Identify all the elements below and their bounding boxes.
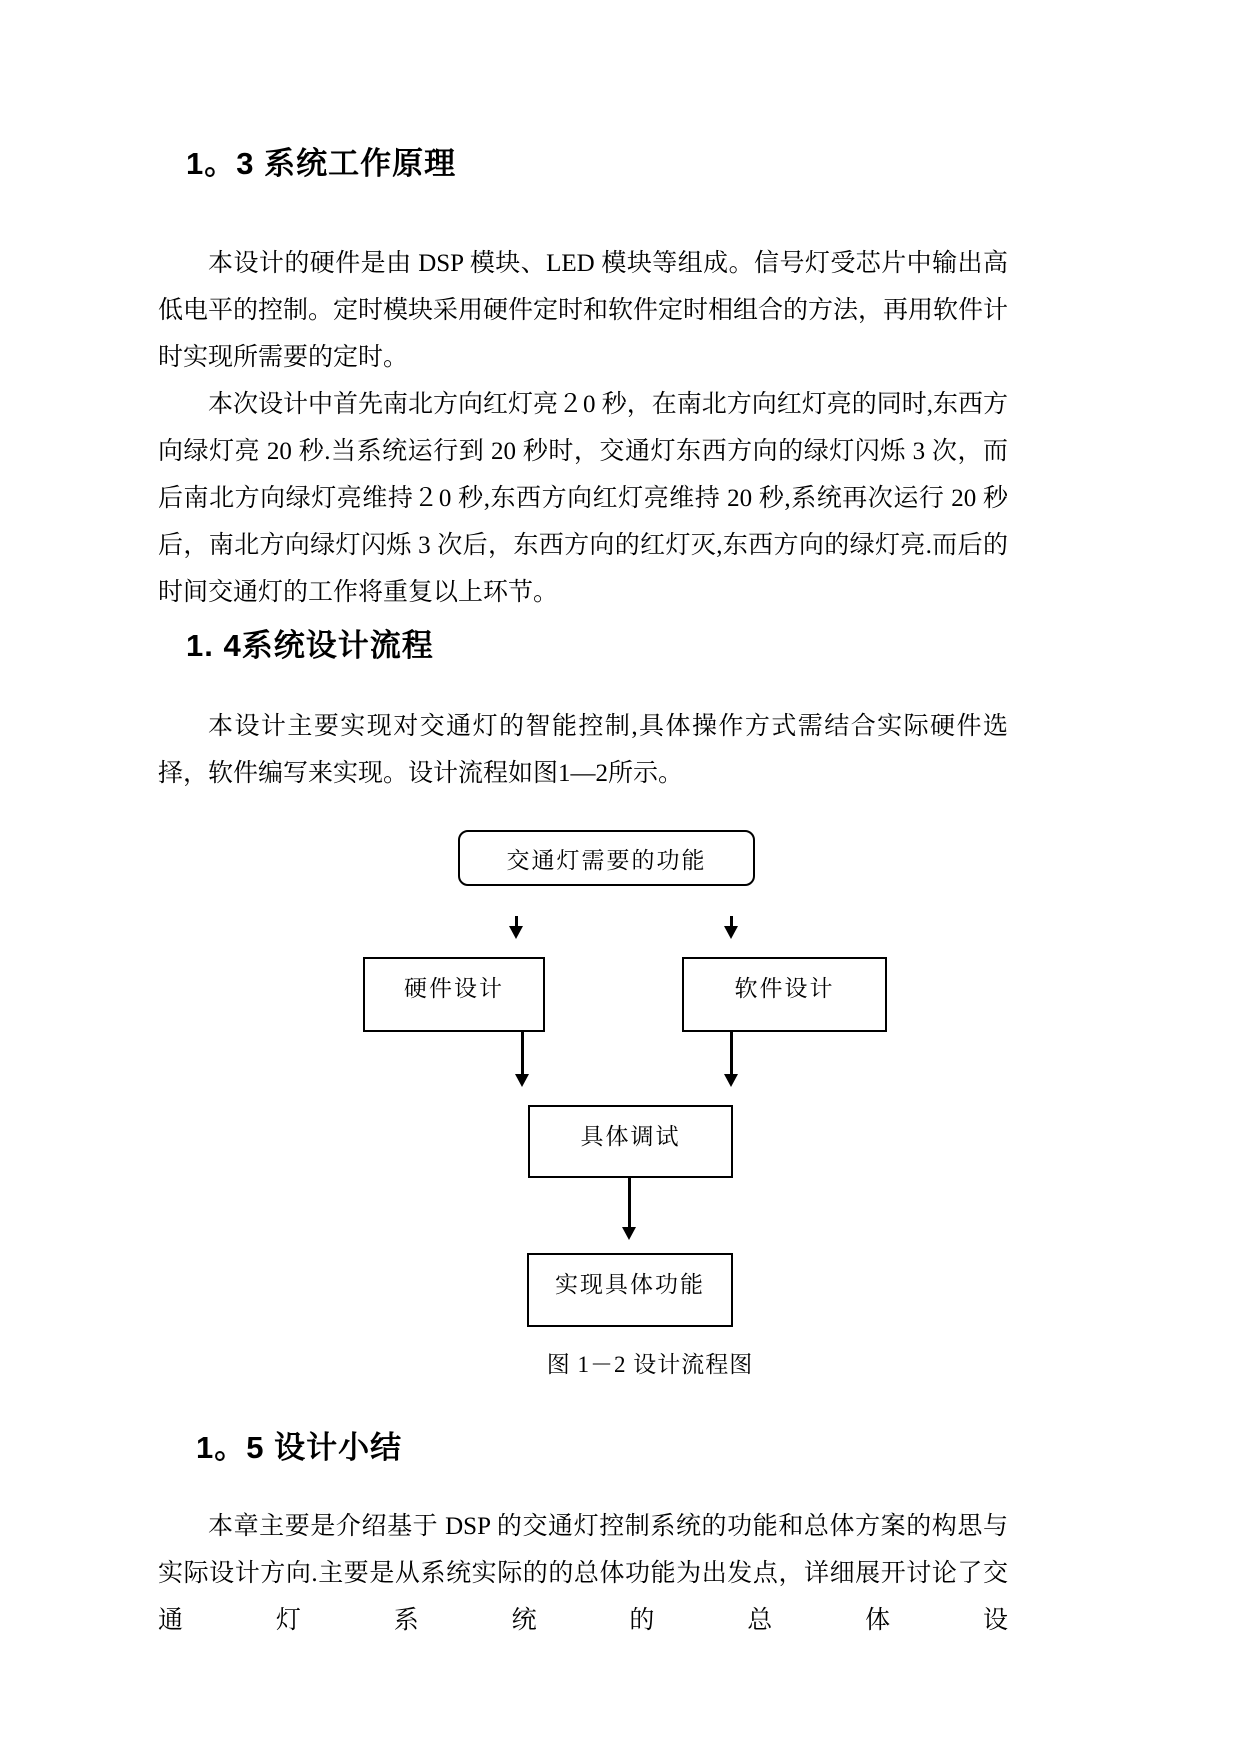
section-heading-1-5: 1。5 设计小结	[196, 1430, 403, 1465]
arrow-down-from-hardware-icon	[515, 1032, 529, 1100]
arrow-down-to-implement-icon	[622, 1178, 636, 1253]
flowchart-node-software-design	[682, 957, 887, 1032]
flowchart-node-debug	[528, 1105, 733, 1178]
flowchart-node-implement-label: 实现具体功能	[555, 1272, 705, 1297]
flowchart-node-software-label: 软件设计	[734, 976, 835, 1001]
arrow-shaft	[628, 1178, 631, 1227]
arrow-shaft	[730, 1032, 733, 1074]
flowchart-node-debug-label: 具体调试	[580, 1124, 681, 1149]
arrow-shaft	[521, 1032, 524, 1074]
flowchart-node-requirements-label: 交通灯需要的功能	[506, 847, 707, 873]
arrow-head-icon	[509, 926, 523, 952]
flowchart-node-hardware-design	[363, 957, 545, 1032]
arrow-head-icon	[622, 1227, 636, 1253]
arrow-head-icon	[724, 926, 738, 952]
section-heading-1-3: 1。3 系统工作原理	[186, 146, 457, 181]
arrow-head-icon	[515, 1074, 529, 1100]
arrow-shaft	[515, 916, 518, 926]
arrow-shaft	[730, 916, 733, 926]
flowchart-node-requirements	[458, 830, 755, 886]
figure-caption: 图 1－2 设计流程图	[546, 1352, 754, 1377]
paragraph-hardware-overview: 本设计的硬件是由 DSP 模块、LED 模块等组成。信号灯受芯片中输出高低电平的控制。定时模块采用硬件定时和软件定时相组合的方法，再用软件计时实现所需要的定时。	[158, 250, 1009, 371]
flowchart-node-implement	[527, 1253, 733, 1327]
section-1-3-body	[158, 240, 1008, 616]
arrow-down-to-software-icon	[724, 916, 738, 952]
paragraph-chapter-summary: 本章主要是介绍基于 DSP 的交通灯控制系统的功能和总体方案的构思与实际设计方向.主要是从系统实际的的总体功能为出发点，详细展开讨论了交通灯系统的总体设	[158, 1513, 1008, 1634]
arrow-down-from-software-icon	[724, 1032, 738, 1100]
paragraph-design-flow-intro: 本设计主要实现对交通灯的智能控制,具体操作方式需结合实际硬件选择，软件编写来实现。设计流程如图1—2所示。	[158, 713, 1008, 787]
arrow-head-icon	[724, 1074, 738, 1100]
arrow-down-to-hardware-icon	[509, 916, 523, 952]
section-heading-1-4: 1. 4系统设计流程	[186, 628, 434, 663]
paragraph-timing-sequence: 本次设计中首先南北方向红灯亮２0 秒，在南北方向红灯亮的同时,东西方向绿灯亮 20 秒.当系统运行到 20 秒时，交通灯东西方向的绿灯闪烁 3 次，而后南北方向绿灯亮维持２0 秒,东西方向红灯亮维持 20 秒,系统再次运行 20 秒后，南北方向绿灯闪烁 3 次后，东西方向的红灯灭,东西方向的绿灯亮.而后的时间交通灯的工作将重复以上环节。	[158, 391, 1009, 606]
flowchart-node-hardware-label: 硬件设计	[404, 976, 504, 1001]
